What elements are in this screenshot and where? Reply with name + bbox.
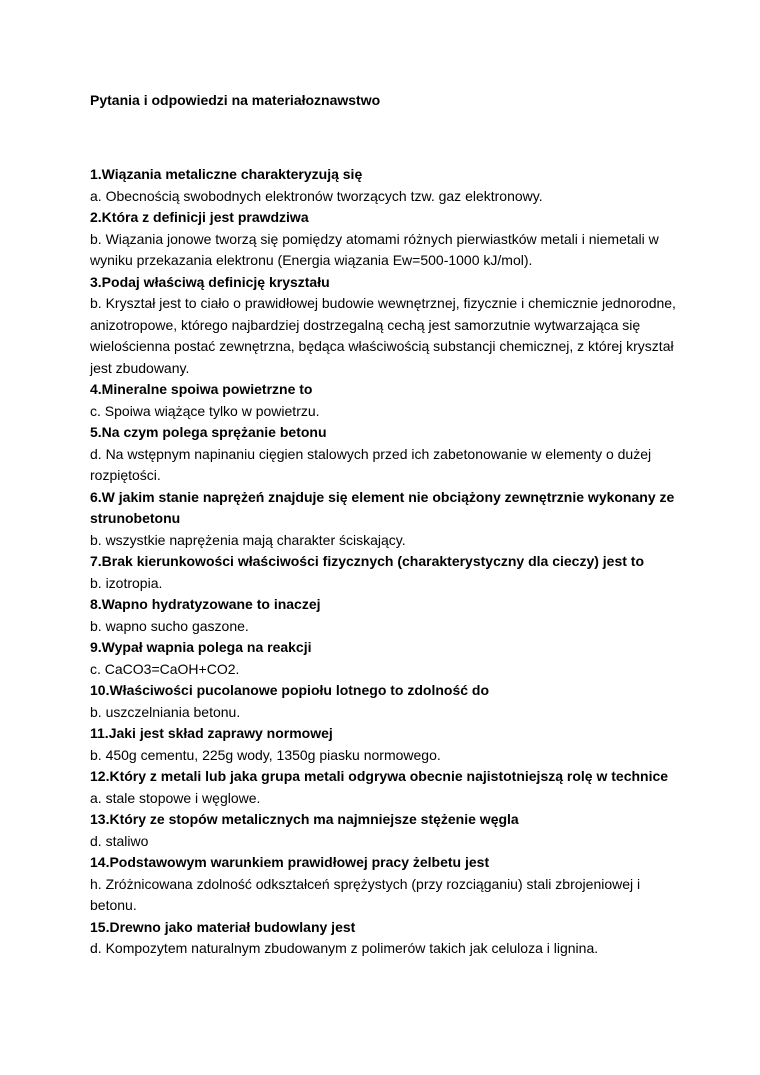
qa-item-4 [90,379,680,422]
qa-item-9 [90,637,680,680]
answer-2: b. Wiązania jonowe tworzą się pomiędzy atomami różnych pierwiastków metali i niemetali w wyniku przekazania elektronu (Energia wiązania Ew=500-1000 kJ/mol). [90,230,659,268]
question-3: 3.Podaj właściwą definicję kryształu [90,273,330,290]
question-12: 12.Który z metali lub jaka grupa metali odgrywa obecnie najistotniejszą rolę w technice [90,768,669,784]
qa-item-15 [90,917,680,960]
qa-item-13 [90,809,680,852]
question-8: 8.Wapno hydratyzowane to inaczej [90,596,321,612]
qa-item-5 [90,422,680,487]
answer-1: a. Obecnością swobodnych elektronów tworzących tzw. gaz elektronowy. [90,187,543,204]
question-7: 7.Brak kierunkowości właściwości fizycznych (charakterystyczny dla cieczy) jest to [90,553,645,569]
question-5: 5.Na czym polega sprężanie betonu [90,424,327,440]
qa-item-10 [90,680,680,723]
question-2: 2.Która z definicji jest prawdziwa [90,209,309,225]
question-6: 6.W jakim stanie naprężeń znajduje się element nie obciążony zewnętrznie wykonany ze strunobetonu [90,488,675,526]
qa-item-8 [90,594,680,637]
qa-item-14 [90,852,680,917]
qa-item-12 [90,766,680,809]
question-10: 10.Właściwości pucolanowe popiołu lotnego to zdolność do [90,682,490,698]
answer-9: c. CaCO3=CaOH+CO2. [90,660,240,677]
answer-6: b. wszystkie naprężenia mają charakter ściskający. [90,531,406,548]
answer-4: c. Spoiwa wiążące tylko w powietrzu. [90,402,320,419]
qa-item-11 [90,723,680,766]
answer-8: b. wapno sucho gaszone. [90,617,249,634]
answer-13: d. staliwo [90,832,149,849]
answer-10: b. uszczelniania betonu. [90,703,241,720]
qa-item-6 [90,487,680,552]
question-14: 14.Podstawowym warunkiem prawidłowej pracy żelbetu jest [90,854,490,870]
qa-item-1 [90,164,680,207]
question-11: 11.Jaki jest skład zaprawy normowej [90,725,333,741]
question-15: 15.Drewno jako materiał budowlany jest [90,918,356,935]
answer-12: a. stale stopowe i węglowe. [90,789,261,806]
document-page [90,90,680,960]
answer-11: b. 450g cementu, 225g wody, 1350g piasku normowego. [90,746,441,763]
qa-item-3 [90,272,680,380]
qa-item-7 [90,551,680,594]
answer-7: b. izotropia. [90,574,163,591]
answer-5: d. Na wstępnym napinaniu cięgien stalowych przed ich zabetonowanie w elementy o dużej rozpiętości. [90,445,652,483]
answer-3: b. Kryształ jest to ciało o prawidłowej budowie wewnętrznej, fizycznie i chemicznie jednorodne, anizotropowe, którego najbardziej dostrzegalną cechą jest samorzutnie wytwarzająca się wielościenna postać zewnętrzna, będąca właściwością substancji chemicznej, z której kryształ jest zbudowany. [90,295,676,376]
qa-item-2 [90,207,680,272]
answer-14: h. Zróżnicowana zdolność odkształceń sprężystych (przy rozciąganiu) stali zbrojeniowej i betonu. [90,875,641,913]
question-13: 13.Który ze stopów metalicznych ma najmniejsze stężenie węgla [90,811,519,827]
answer-15: d. Kompozytem naturalnym zbudowanym z polimerów takich jak celuloza i lignina. [90,940,599,956]
question-9: 9.Wypał wapnia polega na reakcji [90,639,312,655]
document-title: Pytania i odpowiedzi na materiałoznawstwo [90,92,381,108]
question-4: 4.Mineralne spoiwa powietrzne to [90,381,313,397]
question-1: 1.Wiązania metaliczne charakteryzują się [90,166,363,182]
